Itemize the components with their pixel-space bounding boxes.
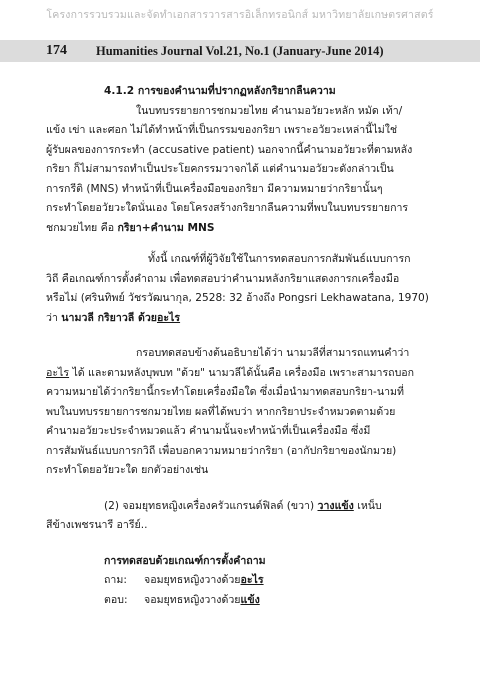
page-body <box>46 82 446 610</box>
paragraph-line: การกรีติ (MNS) ทำหน้าที่เป็นเครื่องมือของกริยา มีความหมายว่ากริยานั้นๆ <box>46 182 383 195</box>
test-heading: การทดสอบด้วยเกณฑ์การตั้งคำถาม <box>104 554 266 567</box>
paragraph-line: กริยา ก็ไม่สามารถทำเป็นประโยคกรรมวาจกได้ แต่คำนามอวัยวะดังกล่าวเป็น <box>46 163 394 175</box>
example-line <box>46 497 446 517</box>
underlined-word: อะไร <box>46 366 70 379</box>
example-text: เหน็บ <box>353 499 382 512</box>
paragraph-line: คำนามอวัยวะประจำหมวดแล้ว คำนามนั้นจะทำหน้าที่เป็นเครื่องมือ ซึ่งมี <box>46 425 371 437</box>
answer-label: ตอบ: <box>104 593 128 606</box>
question-text: จอมยุทธหญิงวางด้วย <box>144 574 241 586</box>
paragraph-line: ในบทบรรยายการชกมวยไทย คำนามอวัยวะหลัก หมัด เท้า/ <box>136 104 403 117</box>
paragraph-line: ความหมายได้ว่ากริยานี้กระทำโดยเครื่องมือใด ซึ่งเมื่อนำมาทดสอบกริยา-นามที่ <box>46 386 405 398</box>
watermark: โครงการรวบรวมและจัดทำเอกสารวารสารอิเล็กทรอนิกส์ มหาวิทยาลัยเกษตรศาสตร์ <box>46 9 434 21</box>
paragraph-line: พบในบทบรรยายการชกมวยไทย ผลที่ได้พบว่า หากกริยาประจำหมวดตามด้วย <box>46 405 396 418</box>
paragraph-line: กระทำโดยอวัยวะใดนั่นเอง โดยโครงสร้างกริยากลืนความที่พบในบทบรรยายการ <box>46 202 409 214</box>
paragraph-line: การสัมพันธ์แบบการกวิถี เพื่อบอกความหมายว่ากริยา (อากัปกริยาของนักมวย) <box>46 444 397 457</box>
test-frame: นามวลี กริยาวลี ด้วย <box>61 311 157 324</box>
test-frame-underlined: อะไร <box>157 311 181 324</box>
answer-word: แข้ง <box>240 593 260 606</box>
paragraph-line: ผู้รับผลของการกระทำ (accusative patient) นอกจากนี้คำนามอวัยวะที่ตามหลัง <box>46 143 413 156</box>
paragraph-line: ทั้งนี้ เกณฑ์ที่ผู้วิจัยใช้ในการทดสอบการกสัมพันธ์แบบการก <box>148 253 411 265</box>
paragraph-line: กรอบทดสอบข้างต้นอธิบายได้ว่า นามวลีที่สามารถแทนคำว่า <box>136 347 410 359</box>
question-label: ถาม: <box>104 574 127 586</box>
paragraph-line <box>46 309 446 329</box>
example-text: (2) จอมยุทธหญิงเครื่องครัวแกรนด์ฟิลด์ (ขวา) <box>104 499 318 512</box>
section-heading: 4.1.2 การของคำนามที่ปรากฏหลังกริยากลืนความ <box>104 85 336 97</box>
example-line: สีข้างเพชรนารี อารีย์.. <box>46 519 148 531</box>
paragraph-line: วิถี คือเกณฑ์การตั้งคำถาม เพื่อทดสอบว่าคำนามหลังกริยาแสดงการกเครื่องมือ <box>46 272 400 285</box>
page-number: 174 <box>46 43 67 58</box>
journal-running-head: Humanities Journal Vol.21, No.1 (January-June 2014) <box>96 44 384 58</box>
example-verb-phrase: วางแข้ง <box>317 499 354 512</box>
structure-formula: กริยา+คำนาม MNS <box>117 221 215 234</box>
paragraph-line <box>46 219 446 239</box>
paragraph-text: ได้ และตามหลังบุพบท "ด้วย" นามวลีได้นั้นคือ เครื่องมือ เพราะสามารถบอก <box>69 366 415 379</box>
test-answer-row <box>46 591 446 611</box>
paragraph-line: หรือไม่ (ศรินทิพย์ วัชรวัฒนากุล, 2528: 32 อ้างถึง Pongsri Lekhawatana, 1970) <box>46 292 429 304</box>
test-question-row <box>46 571 446 591</box>
running-header <box>0 40 480 62</box>
answer-text: จอมยุทธหญิงวางด้วย <box>144 593 241 606</box>
paragraph-line: แข้ง เข่า และศอก ไม่ได้ทำหน้าที่เป็นกรรมของกริยา เพราะอวัยวะเหล่านี้ไม่ใช่ <box>46 124 398 136</box>
paragraph-line: กระทำโดยอวัยวะใด ยกตัวอย่างเช่น <box>46 464 209 476</box>
paragraph-text: ชกมวยไทย คือ <box>46 221 118 234</box>
paragraph-text: ว่า <box>46 311 62 324</box>
paragraph-line <box>46 364 446 384</box>
question-word: อะไร <box>240 574 264 586</box>
